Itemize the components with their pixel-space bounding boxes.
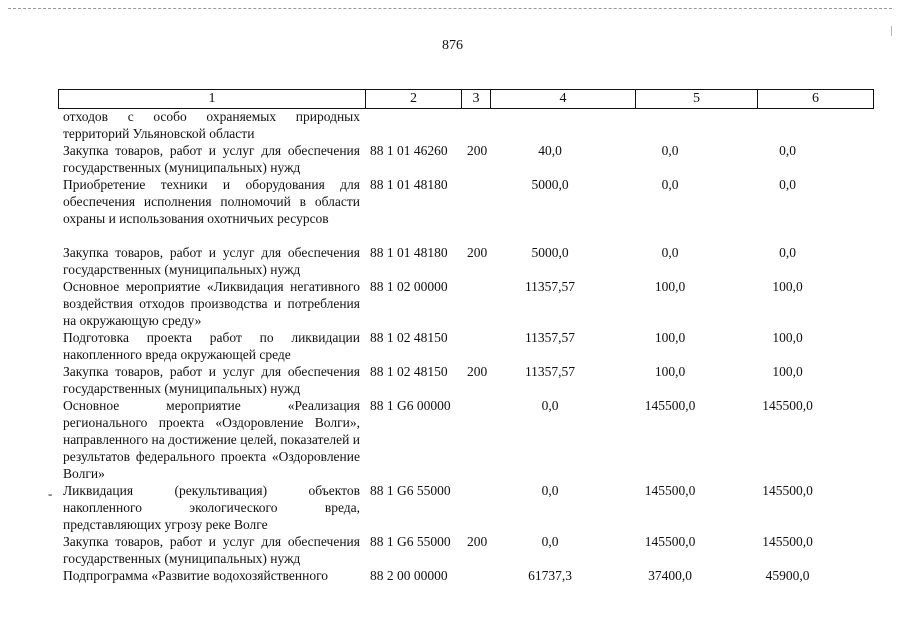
row-value-col4: 61737,3 <box>528 568 572 583</box>
table-row <box>0 142 905 176</box>
table-row <box>0 533 905 567</box>
row-name: Закупка товаров, работ и услуг для обеспечения государственных (муниципальных) нужд <box>63 364 360 396</box>
column-header-3: 3 <box>462 90 491 109</box>
row-value-col5: 37400,0 <box>648 568 692 583</box>
table-row <box>0 278 905 329</box>
column-header-6: 6 <box>758 90 874 109</box>
row-code: 88 1 G6 55000 <box>370 534 451 549</box>
row-code: 88 1 G6 55000 <box>370 483 451 498</box>
column-header-4: 4 <box>491 90 636 109</box>
row-value-col4: 11357,57 <box>524 279 576 294</box>
table-row <box>0 363 905 397</box>
row-value-col4: 5000,0 <box>531 177 569 192</box>
table-row <box>0 482 905 533</box>
row-value-col4: 0,0 <box>541 534 559 549</box>
row-value-col6: 145500,0 <box>762 483 813 498</box>
table-row <box>0 108 905 142</box>
row-name: отходов с особо охраняемых природных территорий Ульяновской области <box>63 109 360 141</box>
row-value-col5: 100,0 <box>654 330 686 345</box>
row-value-col6: 145500,0 <box>762 534 813 549</box>
row-value-col5: 0,0 <box>661 245 679 260</box>
column-header-2: 2 <box>366 90 462 109</box>
column-header-5: 5 <box>636 90 758 109</box>
row-value-col5: 145500,0 <box>644 398 696 413</box>
row-code: 88 1 01 48180 <box>370 177 448 192</box>
row-name: Подпрограмма «Развитие водохозяйственного <box>63 568 329 583</box>
row-code: 88 2 00 00000 <box>370 568 448 583</box>
row-value-col4: 40,0 <box>538 143 562 158</box>
row-name: Основное мероприятие «Ликвидация негативного воздействия отходов производства и потребления на окружающую среду» <box>63 279 360 328</box>
row-value-col6: 0,0 <box>779 245 796 260</box>
page-number: 876 <box>442 38 463 53</box>
table-row <box>0 397 905 482</box>
row-code: 88 1 02 00000 <box>370 279 448 294</box>
column-header-row <box>59 90 874 109</box>
table-row <box>0 244 905 278</box>
row-name: Закупка товаров, работ и услуг для обеспечения государственных (муниципальных) нужд <box>63 245 360 277</box>
row-value-col5: 145500,0 <box>644 534 696 549</box>
row-name: Закупка товаров, работ и услуг для обеспечения государственных (муниципальных) нужд <box>63 534 360 566</box>
row-value-col6: 100,0 <box>772 364 803 379</box>
row-expense-type: 200 <box>467 534 488 549</box>
column-header-table <box>58 89 874 109</box>
row-value-col5: 0,0 <box>661 143 679 158</box>
budget-table-body <box>0 108 905 584</box>
row-name: Приобретение техники и оборудования для обеспечения исполнения полномочий в области охраны и использования охотничьих ресурсов <box>63 177 360 226</box>
row-code: 88 1 01 48180 <box>370 245 448 260</box>
row-value-col6: 45900,0 <box>765 568 810 583</box>
row-value-col5: 145500,0 <box>644 483 696 498</box>
row-value-col4: 5000,0 <box>531 245 569 260</box>
table-row <box>0 567 905 584</box>
row-name: Основное мероприятие «Реализация регионального проекта «Оздоровление Волги», направленного на достижение целей, показателей и результатов федерального проекта «Оздоровление Волги» <box>63 398 360 481</box>
row-name: Закупка товаров, работ и услуг для обеспечения государственных (муниципальных) нужд <box>63 143 360 175</box>
row-value-col4: 11357,57 <box>524 330 576 345</box>
row-value-col6: 100,0 <box>772 330 803 345</box>
row-value-col4: 11357,57 <box>524 364 576 379</box>
row-expense-type: 200 <box>467 364 488 379</box>
row-value-col6: 145500,0 <box>762 398 813 413</box>
right-edge-mark <box>891 26 892 36</box>
margin-dash-mark: - <box>48 486 53 501</box>
row-value-col5: 100,0 <box>654 279 686 294</box>
row-expense-type: 200 <box>467 245 488 260</box>
row-code: 88 1 02 48150 <box>370 364 448 379</box>
row-code: 88 1 02 48150 <box>370 330 448 345</box>
row-name: Подготовка проекта работ по ликвидации накопленного вреда окружающей среде <box>63 330 360 362</box>
row-value-col6: 0,0 <box>779 177 796 192</box>
table-row <box>0 176 905 244</box>
row-name: Ликвидация (рекультивация) объектов накопленного экологического вреда, представляющих угрозу реке Волге <box>63 483 360 532</box>
top-dashed-rule <box>8 8 892 9</box>
row-expense-type: 200 <box>467 143 488 158</box>
row-value-col6: 0,0 <box>779 143 796 158</box>
row-code: 88 1 G6 00000 <box>370 398 451 413</box>
row-value-col4: 0,0 <box>541 398 559 413</box>
row-value-col5: 0,0 <box>661 177 679 192</box>
row-value-col5: 100,0 <box>654 364 686 379</box>
table-row <box>0 329 905 363</box>
column-header-1: 1 <box>59 90 366 109</box>
row-value-col6: 100,0 <box>772 279 803 294</box>
row-value-col4: 0,0 <box>541 483 559 498</box>
row-code: 88 1 01 46260 <box>370 143 448 158</box>
